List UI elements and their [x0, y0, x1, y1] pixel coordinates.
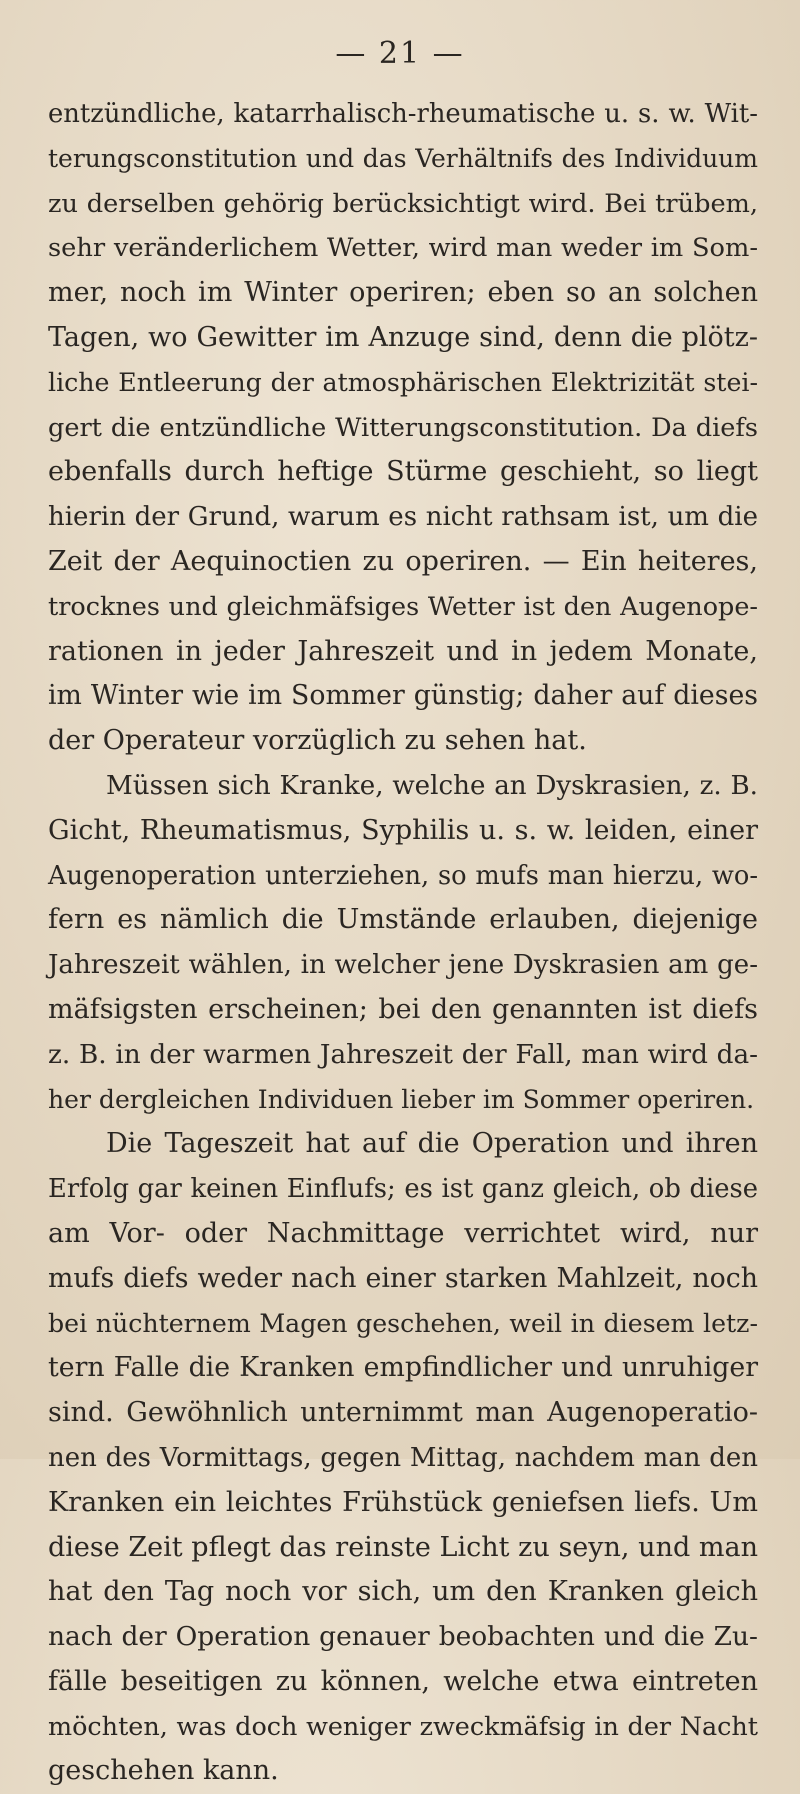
text-line: liche Entleerung der atmosphärischen Elektrizität stei- — [48, 367, 758, 397]
text-line: am Vor- oder Nachmittage verrichtet wird, nur — [48, 1217, 758, 1249]
text-line: nach der Operation genauer beobachten und die Zu- — [48, 1621, 758, 1653]
text-line: trocknes und gleichmäfsiges Wetter ist den Augenope- — [48, 591, 758, 622]
text-line: Tagen, wo Gewitter im Anzuge sind, denn die plötz- — [48, 321, 758, 353]
paragraph-end-line: geschehen kann. — [48, 1755, 279, 1787]
text-line: mufs diefs weder nach einer starken Mahlzeit, noch — [48, 1262, 758, 1294]
text-line: z. B. in der warmen Jahreszeit der Fall, man wird da- — [48, 1039, 758, 1070]
paragraph-end-line: her dergleichen Individuen lieber im Sommer operiren. — [48, 1084, 755, 1114]
text-line: sind. Gewöhnlich unternimmt man Augenoperatio- — [48, 1397, 758, 1429]
text-line: hierin der Grund, warum es nicht rathsam ist, um die — [48, 502, 758, 533]
text-line: im Winter wie im Sommer günstig; daher auf dieses — [48, 680, 758, 712]
text-line: fern es nämlich die Umstände erlauben, diejenige — [48, 904, 758, 936]
text-line: gert die entzündliche Witterungsconstitution. Da diefs — [48, 412, 758, 443]
text-line: Zeit der Aequinoctien zu operiren. — Ein heiteres, — [48, 545, 758, 577]
text-line: Jahreszeit wählen, in welcher jene Dyskrasien am ge- — [48, 950, 758, 981]
text-line: hat den Tag noch vor sich, um den Kranken gleich — [48, 1576, 758, 1608]
text-line: bei nüchternem Magen geschehen, weil in diesem letz- — [48, 1308, 758, 1338]
text-line: diese Zeit pflegt das reinste Licht zu seyn, und man — [48, 1531, 758, 1563]
paragraph-start-line: Müssen sich Kranke, welche an Dyskrasien, z. B. — [106, 770, 758, 801]
text-line: terungsconstitution und das Verhältnifs des Individuum — [48, 143, 758, 173]
text-line: möchten, was doch weniger zweckmäfsig in der Nacht — [48, 1711, 758, 1742]
text-line: tern Falle die Kranken empfindlicher und unruhiger — [48, 1352, 758, 1384]
text-line: ebenfalls durch heftige Stürme geschieht, so liegt — [48, 456, 758, 488]
text-line: Kranken ein leichtes Frühstück geniefsen liefs. Um — [48, 1486, 758, 1518]
text-line: fälle beseitigen zu können, welche etwa eintreten — [48, 1665, 758, 1697]
text-line: sehr veränderlichem Wetter, wird man weder im Som- — [48, 233, 758, 264]
text-line: rationen in jeder Jahreszeit und in jedem Monate, — [48, 635, 758, 667]
text-line: Augenoperation unterziehen, so mufs man hierzu, wo- — [48, 860, 758, 891]
text-line: Erfolg gar keinen Einflufs; es ist ganz gleich, ob diese — [48, 1174, 758, 1205]
body-text — [48, 92, 758, 1794]
text-line: mäfsigsten erscheinen; bei den genannten ist diefs — [48, 993, 758, 1025]
text-line: mer, noch im Winter operiren; eben so an solchen — [48, 277, 758, 309]
text-line: Gicht, Rheumatismus, Syphilis u. s. w. leiden, einer — [48, 814, 758, 846]
text-line: nen des Vormittags, gegen Mittag, nachdem man den — [48, 1442, 758, 1473]
text-line: entzündliche, katarrhalisch-rheumatische u. s. w. Wit- — [48, 99, 758, 129]
text-line: zu derselben gehörig berücksichtigt wird. Bei trübem, — [48, 188, 758, 219]
paragraph-end-line: der Operateur vorzüglich zu sehen hat. — [48, 725, 587, 757]
page-number: — 21 — — [335, 36, 465, 71]
paragraph-start-line: Die Tageszeit hat auf die Operation und ihren — [106, 1128, 758, 1160]
